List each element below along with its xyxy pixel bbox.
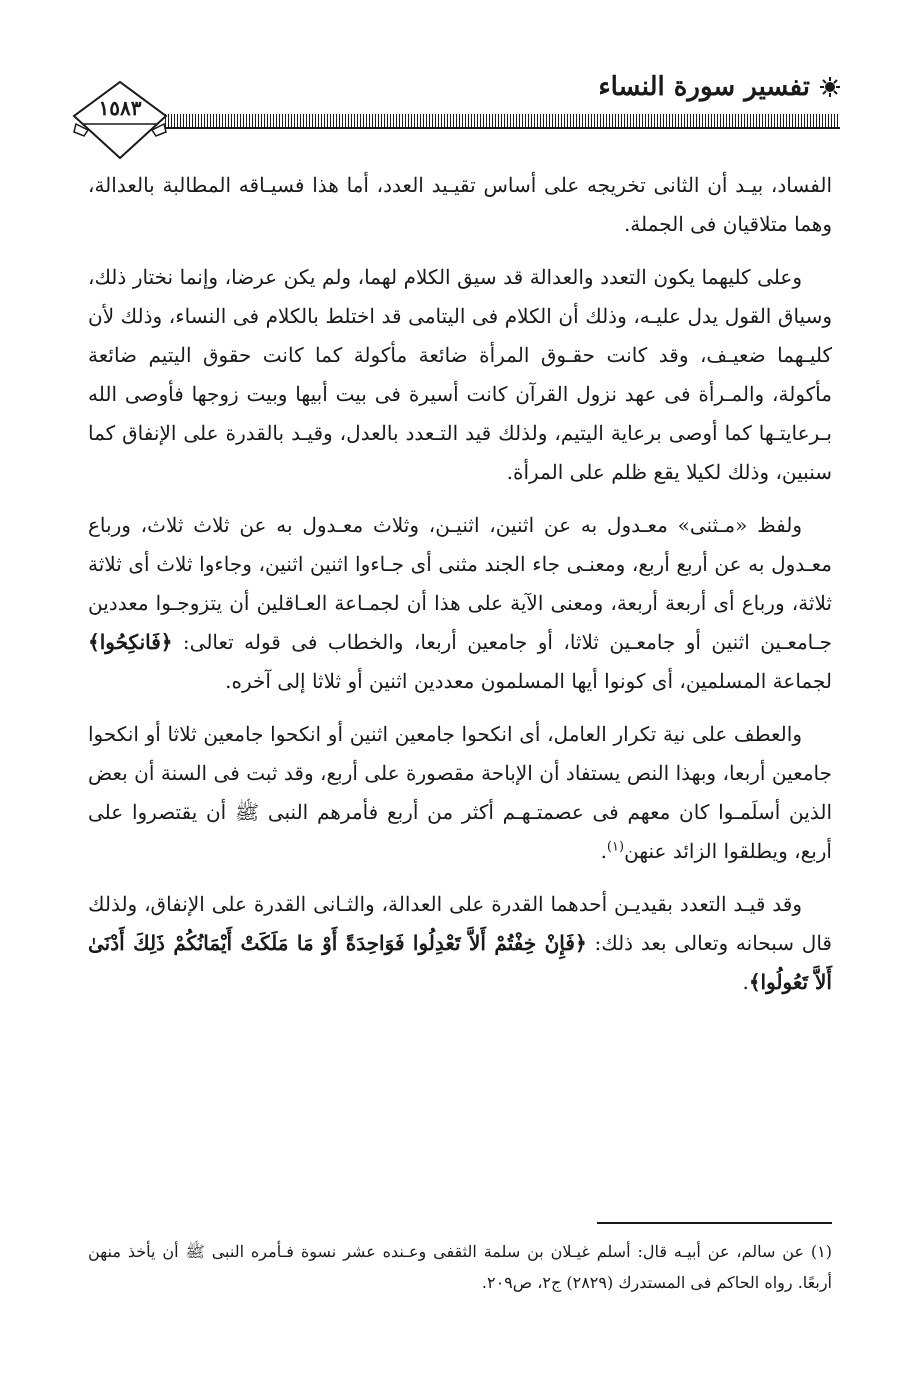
paragraph-text: والعطف على نية تكرار العامل، أى انكحوا جامعين اثنين أو انكحوا جامعين ثلاثا أو انكحوا جامعين أربعا، وبهذا النص يستفاد أن الإباحة مقصورة على أربع، وقد ثبت فى السنة أن بعض الذين أسلَمـوا كان معهم فى عصمتـهـم أكثر من أربع فأمرهم النبى ﷺ أن يقتصروا على أربع، ويطلقوا الزائد عنهن [88, 722, 832, 863]
page-number: ١٥٨٣ [98, 96, 142, 120]
quran-verse: ﴿فَإِنْ خِفْتُمْ أَلاَّ تَعْدِلُوا فَوَاحِدَةً أَوْ مَا مَلَكَتْ أَيْمَانُكُمْ ذَلِكَ أَدْنَىٰ أَلاَّ تَعُولُوا﴾ [88, 931, 832, 994]
page-number-badge-frame [70, 80, 170, 160]
paragraph-text: . [600, 839, 607, 863]
header-title: تفسير سورة النساء [598, 72, 810, 102]
paragraph [88, 258, 832, 492]
paragraph-text: ولفظ «مـثنى» معـدول به عن اثنين، اثنيـن، وثلاث معـدول به عن ثلاث ثلاث، ورباع معـدول به عن أربع أربع، ومعنـى جاء الجند مثنى أى جـاءوا اثنين اثنين، وجاءوا ثلاث أى ثلاثة ثلاثة، ورباع أى أربعة أربعة، ومعنى الآية على هذا أن لجمـاعة العـاقلين أن يتزوجـوا معددين جـامعـين اثنين أو جامعـين ثلاثا، أو جامعين أربعا، والخطاب فى قوله تعالى: [88, 513, 832, 654]
running-header [598, 72, 840, 102]
footnote-reference[interactable]: (١) [606, 839, 625, 855]
main-text [88, 166, 832, 1016]
header-base-rule [165, 127, 840, 129]
paragraph-text: . [742, 970, 749, 994]
paragraph-text: وقد قيـد التعدد بقيديـن أحدهما القدرة على العدالة، والثـانى القدرة على الإنفاق، ولذلك قال سبحانه وتعالى بعد ذلك: [88, 892, 832, 955]
paragraph-text: وعلى كليهما يكون التعدد والعدالة قد سيق الكلام لهما، ولم يكن عرضا، وإنما نختار ذلك، وسياق القول يدل عليـه، وذلك أن الكلام فى اليتامى قد اختلط بالكلام فى النساء، وذلك لأن كليـهما ضعيـف، وقد كانت حقـوق المرأة ضائعة مأكولة كما كانت حقوق اليتيم ضائعة مأكولة، والمـرأة فى عهد نزول القرآن كانت أسيرة فى بيت أبيها وبيت زوجها فأوصى الله بـرعايتـها كما أوصى برعاية اليتيم، ولذلك قيد التـعدد بالعدل، وقيـد بالقدرة على الإنفاق كما سنبين، وذلك لكيلا يقع ظلم على المرأة. [88, 265, 832, 484]
paragraph [88, 885, 832, 1002]
paragraph [88, 715, 832, 871]
paragraph-text: الفساد، بيـد أن الثانى تخريجه على أساس تقيـيد العدد، أما هذا فسيـاقه المطالبة بالعدالة، وهما متلاقيان فى الجملة. [88, 173, 832, 236]
footnote-text: (١) عن سالم، عن أبيـه قال: أسلم غيـلان بن سلمة الثقفى وعـنده عشر نسوة فـأمره النبى ﷺ أن يأخذ منهن أربعًا. رواه الحاكم فى المستدرك (٢٨٢٩) ج٢، ص٢٠٩. [88, 1242, 832, 1292]
paragraph [88, 166, 832, 244]
sunburst-ornament-icon [820, 77, 840, 97]
paragraph-text: لجماعة المسلمين، أى كونوا أيها المسلمون معددين اثنين أو ثلاثا إلى آخره. [225, 669, 832, 693]
header-hatched-rule [165, 114, 840, 128]
quran-verse: ﴿فَانكِحُوا﴾ [88, 630, 173, 654]
paragraph [88, 506, 832, 701]
footnote-separator [597, 1222, 832, 1224]
footnotes [88, 1236, 832, 1298]
